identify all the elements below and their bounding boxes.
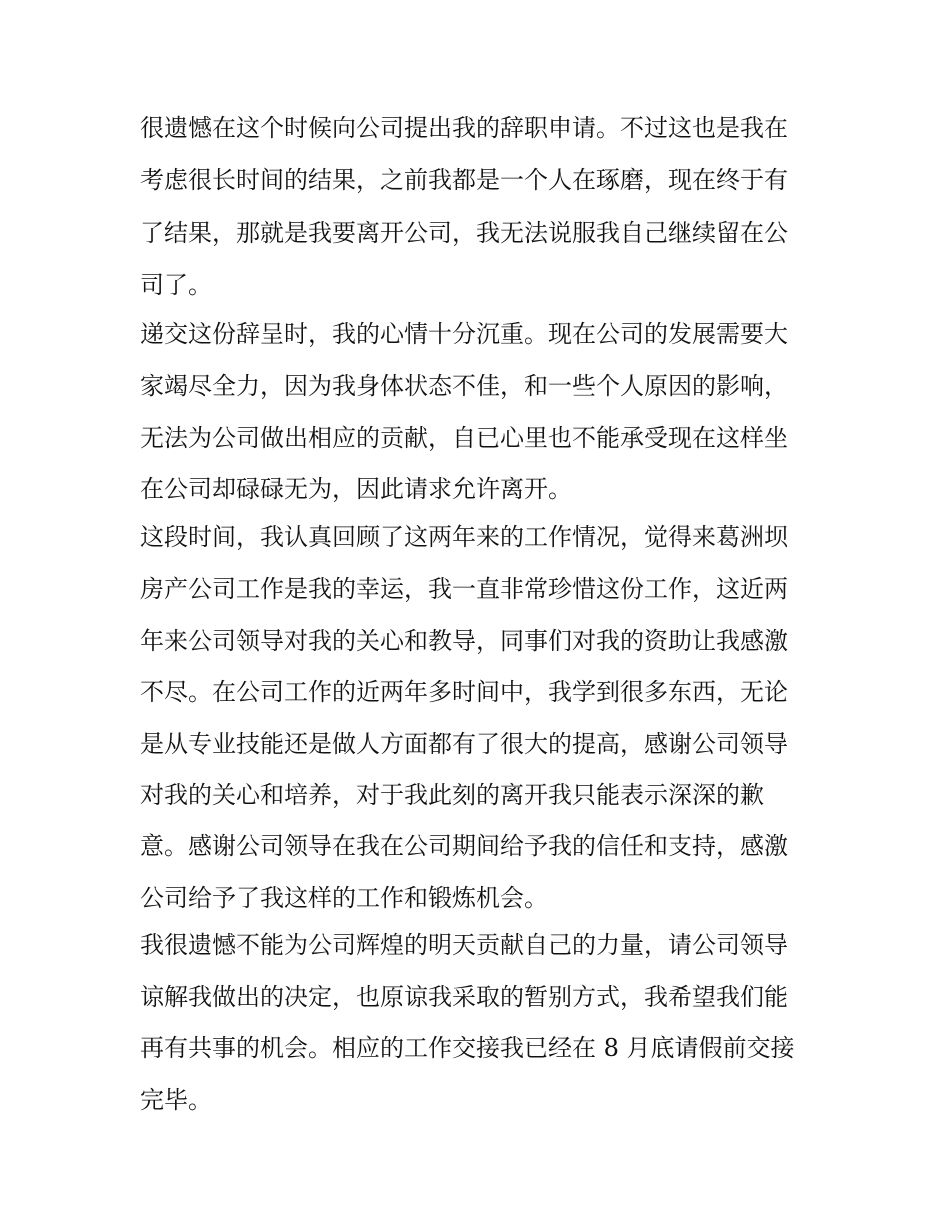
paragraph-1-line-3: 了结果，那就是我要离开公司，我无法说服我自己继续留在公 bbox=[140, 219, 788, 247]
paragraph-3-line-1: 这段时间，我认真回顾了这两年来的工作情况，觉得来葛洲坝 bbox=[140, 523, 788, 551]
paragraph-4-line-1: 我很遗憾不能为公司辉煌的明天贡献自己的力量，请公司领导 bbox=[140, 931, 788, 959]
paragraph-1-line-4: 司了。 bbox=[140, 271, 212, 299]
paragraph-3-line-4: 不尽。在公司工作的近两年多时间中，我学到很多东西，无论 bbox=[140, 678, 788, 706]
paragraph-4-line-3: 再有共事的机会。相应的工作交接我已经在 8 月底请假前交接 bbox=[140, 1034, 795, 1062]
paragraph-3-line-7: 意。感谢公司领导在我在公司期间给予我的信任和支持，感激 bbox=[140, 832, 788, 860]
paragraph-1-line-2: 考虑很长时间的结果，之前我都是一个人在琢磨，现在终于有 bbox=[140, 166, 788, 194]
paragraph-2-line-4: 在公司却碌碌无为，因此请求允许离开。 bbox=[140, 475, 572, 503]
paragraph-3-line-6: 对我的关心和培养，对于我此刻的离开我只能表示深深的歉 bbox=[140, 781, 764, 809]
paragraph-2-line-1: 递交这份辞呈时，我的心情十分沉重。现在公司的发展需要大 bbox=[140, 320, 788, 348]
paragraph-3-line-3: 年来公司领导对我的关心和教导，同事们对我的资助让我感激 bbox=[140, 627, 788, 655]
paragraph-3-line-2: 房产公司工作是我的幸运，我一直非常珍惜这份工作，这近两 bbox=[140, 575, 788, 603]
paragraph-3-line-8: 公司给予了我这样的工作和锻炼机会。 bbox=[140, 884, 548, 912]
paragraph-4-line-2: 谅解我做出的决定，也原谅我采取的暂别方式，我希望我们能 bbox=[140, 983, 788, 1011]
paragraph-3-line-5: 是从专业技能还是做人方面都有了很大的提高，感谢公司领导 bbox=[140, 730, 788, 758]
paragraph-2-line-2: 家竭尽全力，因为我身体状态不佳，和一些个人原因的影响， bbox=[140, 372, 788, 400]
paragraph-1-line-1: 很遗憾在这个时候向公司提出我的辞职申请。不过这也是我在 bbox=[140, 114, 788, 142]
paragraph-4-line-4: 完毕。 bbox=[140, 1086, 212, 1114]
paragraph-2-line-3: 无法为公司做出相应的贡献，自已心里也不能承受现在这样坐 bbox=[140, 424, 788, 452]
